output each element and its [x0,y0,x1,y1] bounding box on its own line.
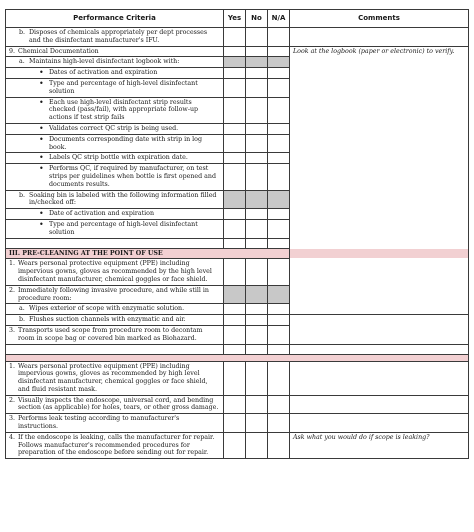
bullet-marker: • [39,78,44,88]
criteria-text: Immediately following invasive procedure, and while still in procedure room: [18,286,209,302]
criteria-cell [6,46,224,57]
no-check-cell[interactable] [246,190,268,209]
yes-check-cell[interactable] [224,219,246,238]
comment-cell[interactable] [290,432,469,458]
na-check-cell[interactable] [268,68,290,79]
table-row [6,28,469,47]
na-check-cell[interactable] [268,219,290,238]
na-check-cell[interactable] [268,153,290,164]
blank-cell [290,344,469,354]
no-check-cell[interactable] [246,134,268,153]
no-check-cell[interactable] [246,164,268,190]
criteria-cell [6,28,224,47]
table-body [6,28,469,459]
no-check-cell[interactable] [246,28,268,47]
na-check-cell[interactable] [268,325,290,344]
na-check-cell[interactable] [268,134,290,153]
section-header-row [6,354,469,361]
section-title: III. PRE-CLEANING AT THE POINT OF USE [6,248,469,259]
criteria-text: Wipes exterior of scope with enzymatic solution. [29,305,185,313]
no-check-cell[interactable] [246,153,268,164]
criteria-cell [6,164,224,190]
no-check-cell[interactable] [246,78,268,97]
na-check-cell[interactable] [268,97,290,123]
yes-check-cell[interactable] [224,28,246,47]
no-check-cell[interactable] [246,361,268,395]
yes-check-cell[interactable] [224,57,246,68]
yes-check-cell[interactable] [224,315,246,326]
criteria-text: If the endoscope is leaking, calls the manufacturer for repair. Follows manufacturer's recommended procedures for preparation of the endoscope before sending out for repair. [18,433,215,457]
comment-cell[interactable] [290,46,469,315]
criteria-cell [6,190,224,209]
yes-check-cell[interactable] [224,134,246,153]
performance-criteria-table [5,9,469,459]
criteria-text: Type and percentage of high-level disinfectant solution [49,220,198,236]
yes-check-cell[interactable] [224,97,246,123]
blank-cell [6,238,224,248]
criteria-text: Transports used scope from procedure room to decontam room in scope bag or covered bin marked as Biohazard. [18,326,203,342]
criteria-text: Flushes suction channels with enzymatic and air. [29,316,186,324]
bullet-marker: • [39,68,44,78]
criteria-cell [6,123,224,134]
yes-check-cell[interactable] [224,432,246,458]
yes-check-cell[interactable] [224,190,246,209]
bullet-marker: • [39,97,44,107]
criteria-text: Each use high-level disinfectant strip results checked (pass/fail), with appropriate follow-up actions if test strip fails [49,98,199,122]
na-check-cell[interactable] [268,304,290,315]
item-number: 3. [9,326,16,334]
header-na: N/A [268,10,290,28]
item-number: b. [19,316,26,324]
header-yes: Yes [224,10,246,28]
yes-check-cell[interactable] [224,259,246,285]
item-number: 4. [9,433,16,441]
criteria-text: Documents corresponding date with strip in log book. [49,135,203,151]
comment-cell[interactable] [290,361,469,395]
na-check-cell[interactable] [268,259,290,285]
blank-cell [224,344,246,354]
criteria-text: Performs leak testing according to manufacturer's instructions. [18,415,180,431]
yes-check-cell[interactable] [224,68,246,79]
na-check-cell[interactable] [268,164,290,190]
criteria-text: Validates correct QC strip is being used. [49,124,179,132]
section-header-row [6,248,469,259]
header-no: No [246,10,268,28]
criteria-cell [6,153,224,164]
header-comments: Comments [290,10,469,28]
no-check-cell[interactable] [246,46,268,57]
no-check-cell[interactable] [246,219,268,238]
criteria-text: Labels QC strip bottle with expiration date. [49,154,188,162]
no-check-cell[interactable] [246,315,268,326]
blank-cell [246,344,268,354]
criteria-cell [6,259,224,285]
criteria-cell [6,361,224,395]
bullet-marker: • [39,209,44,219]
section-title [6,354,469,361]
criteria-text: Soaking bin is labeled with the following information filled in/checked off: [29,191,217,207]
item-number: b. [19,191,26,199]
criteria-text: Maintains high-level disinfectant logbook with: [29,58,180,66]
item-number: a. [19,305,25,313]
blank-cell [224,238,246,248]
blank-cell [246,238,268,248]
no-check-cell[interactable] [246,259,268,285]
criteria-cell [6,432,224,458]
na-check-cell[interactable] [268,78,290,97]
comment-cell[interactable] [290,395,469,414]
comment-cell[interactable] [290,414,469,433]
criteria-cell [6,97,224,123]
table-row [6,414,469,433]
na-check-cell[interactable] [268,28,290,47]
table-row [6,325,469,344]
criteria-text: Chemical Documentation [18,47,99,55]
criteria-text: Wears personal protective equipment (PPE) including impervious gowns, gloves as recommended by high level disinfectant manufacturer, chemical goggles or face shield, and fluid resistant mask. [18,362,208,393]
table-row [6,395,469,414]
yes-check-cell[interactable] [224,395,246,414]
na-check-cell[interactable] [268,432,290,458]
bullet-marker: • [39,134,44,144]
na-check-cell[interactable] [268,315,290,326]
criteria-cell [6,209,224,220]
no-check-cell[interactable] [246,325,268,344]
blank-row [6,344,469,354]
criteria-text: Type and percentage of high-level disinfectant solution [49,79,198,95]
na-check-cell[interactable] [268,361,290,395]
yes-check-cell[interactable] [224,78,246,97]
na-check-cell[interactable] [268,123,290,134]
criteria-text: Date of activation and expiration [49,210,155,218]
criteria-cell [6,78,224,97]
yes-check-cell[interactable] [224,361,246,395]
bullet-marker: • [39,164,44,174]
criteria-cell [6,395,224,414]
item-number: 2. [9,396,16,404]
item-number: 1. [9,362,16,370]
table-row [6,46,469,57]
comment-text: Look at the logbook (paper or electronic) to verify. [293,47,455,55]
na-check-cell[interactable] [268,190,290,209]
criteria-cell [6,304,224,315]
bullet-marker: • [39,219,44,229]
na-check-cell[interactable] [268,209,290,220]
na-check-cell[interactable] [268,395,290,414]
yes-check-cell[interactable] [224,209,246,220]
criteria-cell [6,325,224,344]
item-number: b. [19,29,26,36]
item-number: 9. [9,47,16,55]
header-performance-criteria: Performance Criteria [6,10,224,28]
item-number: 1. [9,260,16,268]
header-row [6,10,469,28]
na-check-cell[interactable] [268,414,290,433]
table-row [6,361,469,395]
yes-check-cell[interactable] [224,325,246,344]
no-check-cell[interactable] [246,395,268,414]
yes-check-cell[interactable] [224,414,246,433]
yes-check-cell[interactable] [224,46,246,57]
criteria-text: Wears personal protective equipment (PPE) including impervious gowns, gloves as recommended by the high level disinfectant manufacturer, chemical goggles or face shield. [18,260,212,283]
criteria-text: Visually inspects the endoscope, universal cord, and bending section (as applicable) for holes, tears, or other gross damage. [18,396,219,412]
yes-check-cell[interactable] [224,123,246,134]
no-check-cell[interactable] [246,285,268,304]
item-number: 3. [9,415,16,423]
no-check-cell[interactable] [246,432,268,458]
table-row [6,432,469,458]
no-check-cell[interactable] [246,414,268,433]
criteria-cell [6,134,224,153]
criteria-cell [6,414,224,433]
blank-cell [268,344,290,354]
criteria-cell [6,68,224,79]
yes-check-cell[interactable] [224,153,246,164]
comment-text: Ask what you would do if scope is leaking? [293,433,430,441]
no-check-cell[interactable] [246,68,268,79]
no-check-cell[interactable] [246,97,268,123]
yes-check-cell[interactable] [224,164,246,190]
criteria-text: Dates of activation and expiration [49,69,158,77]
no-check-cell[interactable] [246,209,268,220]
bullet-marker: • [39,123,44,133]
blank-cell [268,238,290,248]
criteria-text: Disposes of chemicals appropriately per dept processes and the disinfectant manufacturer's IFU. [29,29,208,44]
yes-check-cell[interactable] [224,285,246,304]
no-check-cell[interactable] [246,123,268,134]
item-number: 2. [9,286,16,294]
yes-check-cell[interactable] [224,304,246,315]
criteria-cell [6,57,224,68]
table-row [6,315,469,326]
na-check-cell[interactable] [268,57,290,68]
na-check-cell[interactable] [268,46,290,57]
criteria-text: Performs QC, if required by manufacturer, on test strips per guidelines when bottle is first opened and documents results. [49,165,216,188]
na-check-cell[interactable] [268,285,290,304]
comment-cell[interactable] [290,28,469,47]
item-number: a. [19,58,25,66]
criteria-cell [6,285,224,304]
no-check-cell[interactable] [246,304,268,315]
criteria-cell [6,315,224,326]
blank-cell [6,344,224,354]
no-check-cell[interactable] [246,57,268,68]
bullet-marker: • [39,153,44,163]
criteria-cell [6,219,224,238]
